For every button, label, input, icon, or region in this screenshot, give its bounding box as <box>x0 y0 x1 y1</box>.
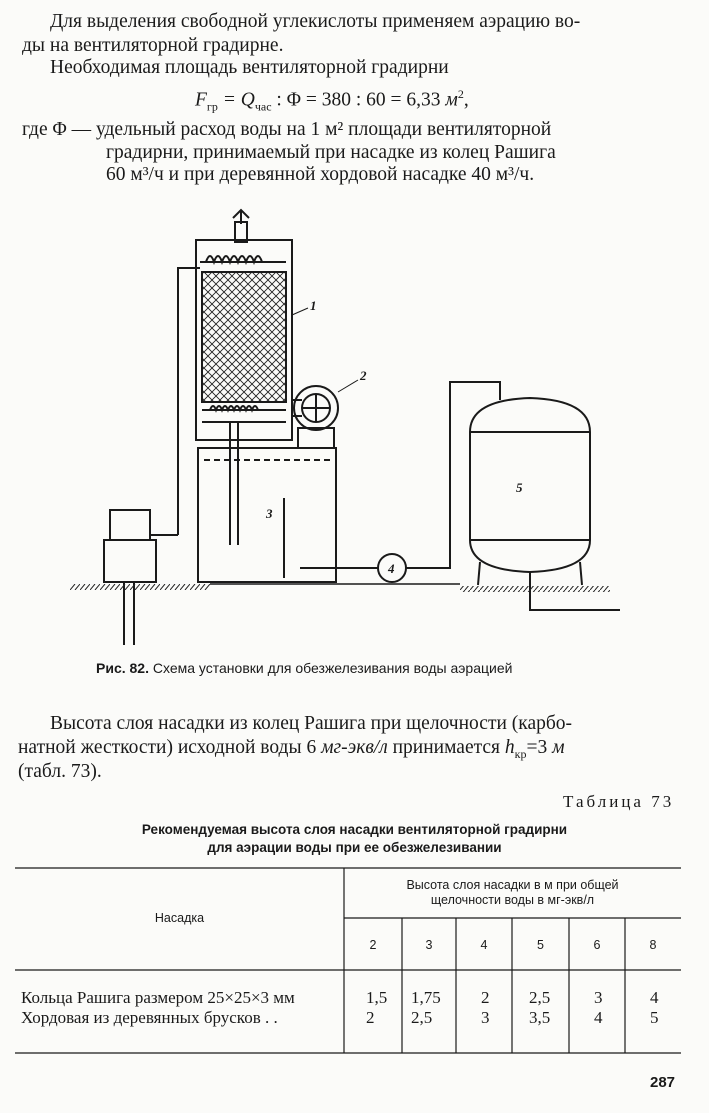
row-2-v3: 3 <box>481 1008 490 1027</box>
label-2: 2 <box>360 368 367 383</box>
label-5: 5 <box>516 480 523 495</box>
alkalinity-5: 5 <box>537 938 544 952</box>
body2-text-a: натной жесткости) исходной воды 6 <box>18 737 322 758</box>
formula-rest: : Φ = 380 : 60 = 6,33 <box>271 89 446 111</box>
table-title-2: для аэрации воды при ее обезжелезивании <box>207 840 502 855</box>
caption-text: Схема установки для обезжелезивания воды аэрацией <box>152 660 513 676</box>
formula <box>195 82 469 118</box>
tray <box>202 410 286 422</box>
body2-line-1: Высота слоя насадки из колец Рашига при щелочности (карбо- <box>50 713 573 734</box>
formula-unit: м <box>445 89 458 111</box>
alkalinity-8: 8 <box>649 938 657 952</box>
packing-layer <box>202 272 286 402</box>
row-1-v2: 1,75 <box>411 988 441 1007</box>
row-2-v1: 2 <box>366 1008 375 1027</box>
body2-line-3: (табл. 73). <box>18 761 102 782</box>
formula-q-sub: час <box>254 99 272 114</box>
label-4: 4 <box>388 561 395 576</box>
row-2-v2: 2,5 <box>411 1008 433 1027</box>
body2-unit: мг-экв/л <box>321 737 388 758</box>
row-2-v6: 5 <box>650 1008 659 1027</box>
where-line-2: градирни, принимаемый при насадке из колец Рашига <box>106 142 556 163</box>
formula-lhs: F <box>195 89 207 111</box>
where-line-3: 60 м³/ч и при деревянной хордовой насадке 40 м³/ч. <box>106 164 535 185</box>
row-1-v4: 2,5 <box>529 988 551 1007</box>
body2-text-c: =3 <box>526 737 553 758</box>
caption-number: Рис. 82. <box>96 660 149 676</box>
row-1-v1: 1,5 <box>366 988 388 1007</box>
leader-1 <box>292 308 308 315</box>
intro-line-2: ды на вентиляторной градирне. <box>22 35 284 56</box>
tank-5-seams <box>470 432 590 540</box>
row-1-v5: 3 <box>594 988 603 1007</box>
pressure-tank-5 <box>470 398 590 572</box>
well-pump-head <box>110 510 150 540</box>
intro-line-1: Для выделения свободной углекислоты применяем аэрацию во- <box>50 11 581 32</box>
label-1: 1 <box>310 298 317 313</box>
body2-h-sub: кр <box>514 746 527 761</box>
table-title-1: Рекомендуемая высота слоя насадки вентиляторной градирни <box>141 822 568 837</box>
column-header-packing: Насадка <box>154 911 205 925</box>
formula-eq1: = Q <box>217 89 255 111</box>
figure-caption <box>96 660 512 676</box>
ground-right <box>460 586 610 592</box>
row-2-v4: 3,5 <box>529 1008 551 1027</box>
group-header-line-1: Высота слоя насадки в м при общей <box>406 878 619 892</box>
data-table <box>15 866 681 1056</box>
aeration-scheme-figure <box>60 200 620 650</box>
page-number: 287 <box>650 1074 676 1091</box>
body2-text-b: принимается <box>387 737 505 758</box>
label-3: 3 <box>266 506 273 521</box>
alkalinity-4: 4 <box>480 938 488 952</box>
alkalinity-3: 3 <box>425 938 433 952</box>
table-label: Таблица 73 <box>563 792 675 811</box>
well-casing <box>124 582 134 645</box>
alkalinity-6: 6 <box>593 938 601 952</box>
tray-drops <box>210 406 258 410</box>
leader-2 <box>338 380 358 392</box>
formula-tail: , <box>463 89 469 111</box>
row-1-name: Кольца Рашига размером 25×25×3 мм <box>21 988 295 1007</box>
row-2-v5: 4 <box>594 1008 603 1027</box>
formula-unit-sup: 2 <box>457 87 464 101</box>
alkalinity-2: 2 <box>369 938 377 952</box>
where-line-1: где Φ — удельный расход воды на 1 м² площади вентиляторной <box>22 119 552 140</box>
well-pump-base <box>104 540 156 582</box>
formula-lhs-sub: гр <box>206 99 218 114</box>
body2-m: м <box>552 737 565 758</box>
row-1-v3: 2 <box>481 988 490 1007</box>
row-2-name: Хордовая из деревянных брусков . . <box>21 1008 278 1027</box>
group-header-line-2: щелочности воды в мг-экв/л <box>430 893 595 907</box>
ground-left <box>70 584 210 590</box>
row-1-v6: 4 <box>650 988 659 1007</box>
intro-line-3: Необходимая площадь вентиляторной градирни <box>50 57 449 78</box>
body2-h: h <box>504 737 515 758</box>
